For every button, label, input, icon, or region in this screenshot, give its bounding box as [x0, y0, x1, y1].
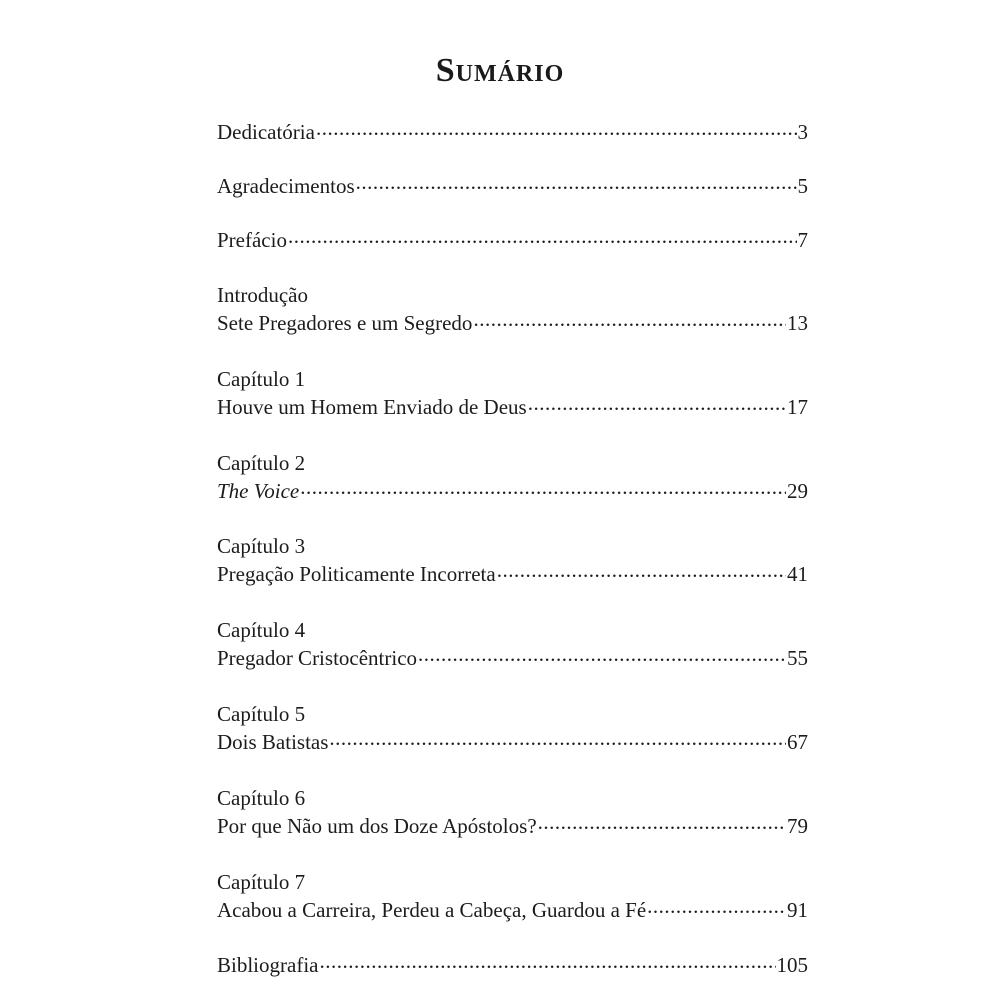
dot-leader: [356, 172, 797, 193]
toc-section-heading: Capítulo 4: [217, 618, 306, 642]
toc-row: [217, 309, 808, 337]
dot-leader: [473, 309, 786, 330]
dot-leader: [329, 728, 786, 749]
toc-entry-label: Prefácio: [217, 228, 287, 252]
toc-entry-introducao: [217, 281, 808, 337]
toc-row: [217, 118, 808, 146]
toc-entry-label: Dedicatória: [217, 120, 315, 144]
toc-entry-capitulo-3: [217, 532, 808, 588]
toc-page-number: 5: [797, 174, 808, 198]
dot-leader: [647, 896, 786, 917]
dot-leader: [288, 226, 797, 247]
toc-row: [217, 644, 808, 672]
toc-row: [217, 226, 808, 254]
toc-entry-label: Bibliografia: [217, 953, 319, 977]
toc-entry-agradecimentos: [217, 172, 808, 200]
toc-entry-label: Pregação Politicamente Incorreta: [217, 562, 496, 586]
toc-section-heading: Capítulo 7: [217, 870, 306, 894]
toc-entry-label: Sete Pregadores e um Segredo: [217, 311, 473, 335]
toc-entry-label: Agradecimentos: [217, 174, 355, 198]
toc-section-heading: Capítulo 5: [217, 702, 306, 726]
dot-leader: [418, 644, 786, 665]
toc-page-number: 67: [787, 730, 808, 754]
page-title: Sumário: [435, 52, 565, 89]
toc-entry-label: The Voice: [217, 479, 300, 503]
toc-row: [217, 172, 808, 200]
toc-page-number: 3: [797, 120, 808, 144]
toc-entry-capitulo-2: [217, 449, 808, 505]
toc-entry-capitulo-5: [217, 700, 808, 756]
toc-entry-label: Pregador Cristocêntrico: [217, 646, 418, 670]
toc-entry-label: Acabou a Carreira, Perdeu a Cabeça, Guardou a Fé: [217, 898, 647, 922]
toc-row: [217, 477, 808, 505]
toc-section-heading: Capítulo 2: [217, 451, 306, 475]
toc-entry-label: Houve um Homem Enviado de Deus: [217, 395, 527, 419]
dot-leader: [300, 477, 786, 498]
dot-leader: [319, 951, 775, 972]
toc-entry-capitulo-6: [217, 784, 808, 840]
toc-page-number: 55: [787, 646, 808, 670]
toc-row: [217, 896, 808, 924]
toc-entry-label: Por que Não um dos Doze Apóstolos?: [217, 814, 537, 838]
toc-section-heading: Introdução: [217, 283, 308, 307]
toc-row: [217, 560, 808, 588]
toc-entry-capitulo-1: [217, 365, 808, 421]
toc-row: [217, 951, 808, 979]
toc-entry-prefacio: [217, 226, 808, 254]
toc-entry-capitulo-4: [217, 616, 808, 672]
toc-row: [217, 812, 808, 840]
toc-entry-bibliografia: [217, 951, 808, 979]
toc-row: [217, 393, 808, 421]
dot-leader: [316, 118, 797, 139]
toc-page-number: 7: [797, 228, 808, 252]
toc-page-number: 91: [787, 898, 808, 922]
toc-page-number: 29: [787, 479, 808, 503]
toc-page-number: 13: [787, 311, 808, 335]
toc-page-number: 105: [776, 953, 808, 977]
toc-entry-label: Dois Batistas: [217, 730, 329, 754]
toc-section-heading: Capítulo 3: [217, 534, 306, 558]
toc-page-number: 41: [787, 562, 808, 586]
toc-section-heading: Capítulo 6: [217, 786, 306, 810]
toc-page-number: 79: [787, 814, 808, 838]
dot-leader: [528, 393, 786, 414]
toc-entry-capitulo-7: [217, 868, 808, 924]
toc-section-heading: Capítulo 1: [217, 367, 306, 391]
toc-entry-dedicatoria: [217, 118, 808, 146]
toc-row: [217, 728, 808, 756]
dot-leader: [538, 812, 786, 833]
toc-page-number: 17: [787, 395, 808, 419]
dot-leader: [497, 560, 786, 581]
